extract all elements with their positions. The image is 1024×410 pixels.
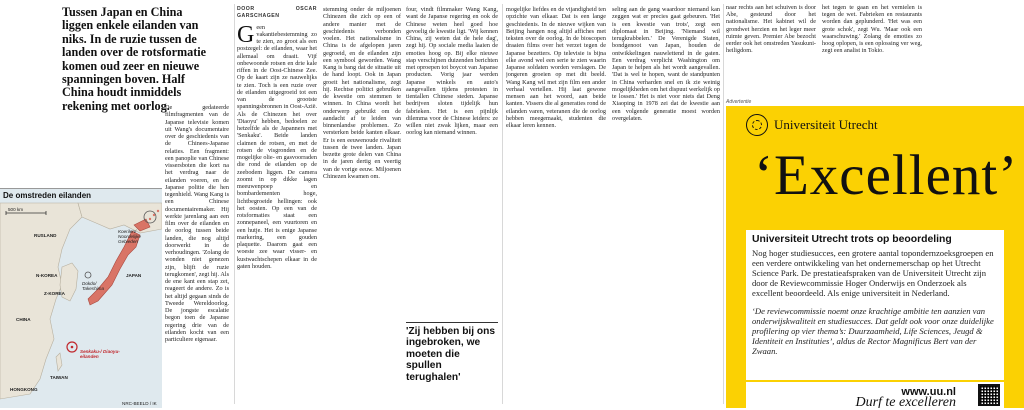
islands-map [0,188,162,408]
university-name: Universiteit Utrecht [774,117,878,132]
byline: DOOR OSCAR GARSCHAGEN [237,6,317,20]
ad-subheadline: Universiteit Utrecht trots op beoordeling [752,234,952,245]
column-rule [234,4,235,404]
ad-body-text: Nog hoger studiesucces, een grotere aantal topondernzoeksgroepen en een verdere ontwikkeling van het ondernemerschap op het Utrecht Science Park. De prestatieafspraken van de Universiteit Utrecht zijn door de Reviewcommissie Hoger Onderwijs en Onderzoek als excellent beoordeeld. Als enige universiteit in Nederland. [752,248,994,298]
qr-code-icon[interactable] [978,384,1000,406]
article-column-0: De gedateerde filmfragmenten van de Japanse televisie komen uit Wang's documentaire over de geschiedenis van de Chinees-Japanse relaties. Een fragment: een panoplie van Chinese vissersboten die kort na het verdrag naar de eilanden voeren, en de Japanse politie die hen tegenhield. Wang Kang is een Chinese documentairemaker. Hij werkte jarenlang aan een film over de eilanden en de oorlog tussen beide landen, die nog altijd doorwerkt in de verhoudingen. 'Zolang de wonden niet genezen zijn, blijft de ruzie terugkomen', zegt hij. Als de ene kant een stap zet, reageert de andere. Zo is het altijd gegaan sinds de Tweede Wereldoorlog. De jongste escalatie begon toen de Japanse regering drie van de eilanden kocht van een particuliere eigenaar. [165,104,229,343]
map-credit: NRC-BEELD / IK [122,401,157,406]
ad-url-link[interactable]: www.uu.nl [901,386,956,398]
map-graphic [0,189,162,408]
continued-column-2: het tegen te gaan en het vernielen is tegen de wet. Fabrieken en restaurants worden dan geplunderd. 'Het was een grote schok', zegt Wu. 'Maar ook een waarschuwing.' Zolang de emoties zo hoog oplopen, is een oplossing ver weg, zegt een analist in Tokio. [822,4,922,55]
article-column-3: four, vindt filmmaker Wang Kang, want de Japanse regering en ook de Chinese weten heel goed hoe gevoelig de kwestie ligt. 'Wij kennen China, zij weten dat de hele dag', zegt hij. Op sociale media laaien de emoties hoog op. Bij elke nieuwe stap verschijnen duizenden berichten met oproepen tot boycot van Japanse producten. Vorig jaar werden Japanse winkels en auto's aangevallen tijdens protesten in tientallen Chinese steden. Japanse bedrijven sloten tijdelijk hun fabrieken. Het is een pijnlijk dilemma voor de Chinese leiders: ze willen niet zwak lijken, maar een oorlog kan niemand winnen. [406,6,498,137]
map-label-hongkong: HONGKONG [10,387,38,392]
map-label-senkaku: Senkaku-/ Diaoyu-eilanden [80,349,120,359]
university-advertisement[interactable] [726,106,1024,408]
seal-icon [746,114,768,136]
pull-quote: 'Zij hebben bij ons ingebroken, we moeten die spullen terughalen' [406,322,498,383]
map-label-russia: RUSLAND [34,233,57,238]
article-column-2: stemming onder de miljoenen Chinezen die zich op een of andere manier met de geschiedenis verbonden voelen. Het nationalisme in China is de afgelopen jaren gegroeid, en de eilanden zijn een symbool geworden. Wang Kang is bang dat de situatie uit de hand loopt. Ook in Japan groeit het nationalisme, zegt hij. Rechtse politici gebruiken de kwestie om stemmen te winnen. In China wordt het onderwerp gebruikt om de aandacht af te leiden van binnenlandse problemen. Zo versterken beide kanten elkaar. Er is een eeuwenoude rivaliteit tussen de twee landen. Japan bezette grote delen van China in de jaren dertig en veertig van de vorige eeuw. Miljoenen Chinezen kwamen om. [323,6,401,180]
ad-footer [746,382,1004,408]
article-column-5: seling aan de gang waardoor niemand kan zeggen wat er precies gaat gebeuren. 'Het is een kwestie van trots', zegt een diplomaat in Beijing. 'Niemand wil terugkrabbelen.' De Verenigde Staten, bondgenoot van Japan, houden de ontwikkelingen nauwlettend in de gaten. Een verdrag verplicht Washington om Japan te helpen als het wordt aangevallen. 'Dat is wel te hopen, want de standpunten in China verharden snel en ik zie weinig mogelijkheden om het dispuut werkelijk op te lossen.' Het is niet voor niets dat Deng Xiaoping in 1978 zei dat de kwestie aan een volgende generatie moest worden overgelaten. [612,6,720,122]
map-label-kurils: Koerilen/ Noordelijke Gebieden [118,229,141,244]
map-label-japan: JAPAN [126,273,142,278]
ad-text-box [746,230,1004,380]
ad-quote-text: ‘De reviewcommissie noemt onze krachtige ambitie ten aanzien van onderwijskwaliteit en studiesucces. Dat geldt ook voor onze duidelijke profilering op vier thema’s: Duurzaamheid, Life Sciences, Jeugd & Identiteit en Instituties’, aldus de Rector Magnificus Bert van der Zwaan. [752,306,994,356]
map-scale-label: 500 km [8,207,24,212]
map-label-northkorea: N-KOREA [36,273,58,278]
advertisement-label: Advertentie [726,99,752,105]
map-label-dokdo: Dokdo/ Takeshima [82,281,105,291]
column-rule [723,4,724,404]
article-text-1: een vakantiebestemming zo te zien, zo groot als een postzegel: de eilanden, waar het allemaal om draait. Vijf onbewoonde rotsen en drie kale riffen in de Oost-Chinese Zee. Op de kaart zijn ze nauwelijks te zien. Toch is een ruzie over de eilanden uitgegroeid tot een van de grootste spanningsbronnen in Oost-Azië. Als de Chinezen het over 'Diaoyu' hebben, bedoelen ze hetzelfde als de Japanners met 'Senkaku'. Beide landen claimen de rotsen, en met de rotsen de visgronden en de mogelijke olie- en gasvoorraden die rond de eilanden op de zeebodem liggen. De camera zoomt in op dikke lagen meeuwenpoep en bombardementen hoge, lichtbegroeide hellingen: ook het oosten. Op een van de rotsformaties staat een zonnepaneel, een vuurtoren en een hutje. Het is enige Japanse markering, een gouden plaquette. Daarom gaat een woeste zee waar visser- en kustwachtschepen elkaar in de gaten houden. [237,23,317,270]
map-label-taiwan: TAIWAN [50,375,68,380]
map-title: De omstreden eilanden [3,191,92,200]
map-label-southkorea: Z-KOREA [44,291,65,296]
continued-column-1: naar rechts aan het schuiven is door Abe, gesteund door het nationalisme. Het kabinet wil de grondwet herzien en het leger meer ruimte geven. Premier Abe bezocht eerder ook het omstreden Yasukuni-heiligdom. [726,4,816,55]
continued-article [726,4,1024,96]
article-column-1 [237,6,317,408]
ad-slogan: Durf te excelleren [855,395,956,408]
article-column-4: mogelijke liefdes en de vijandigheid ten opzichte van elkaar. Dat is een lange geschiedenis. In de nieuwe wijken van Beijing hangen nog altijd affiches met teksten over de oorlog. In de bioscopen draaien films over het verzet tegen de Japanse bezetters. Op televisie is bijna elke avond wel een serie te zien waarin Japanse soldaten worden verslagen. De jongeren groeien op met dit beeld. Wang Kang wil met zijn film een ander verhaal vertellen. Hij laat gewone mensen aan het woord, aan beide kanten. Vissers die al generaties rond de eilanden varen, veteranen die de oorlog hebben meegemaakt, studenten die elkaar leren kennen. [506,6,606,129]
map-label-china: CHINA [16,317,31,322]
dropcap: G [237,21,255,48]
column-rule [502,4,503,404]
university-logo [746,114,878,136]
ad-headline-excellent: ‘Excellent’ [754,144,1019,207]
lead-paragraph: Tussen Japan en China liggen enkele eilanden van niks. In de ruzie tussen de landen over de rotsformatie komen oud zeer en nieuwe spanningen boven. Half China houdt inmiddels rekening met oorlog. [62,5,207,113]
